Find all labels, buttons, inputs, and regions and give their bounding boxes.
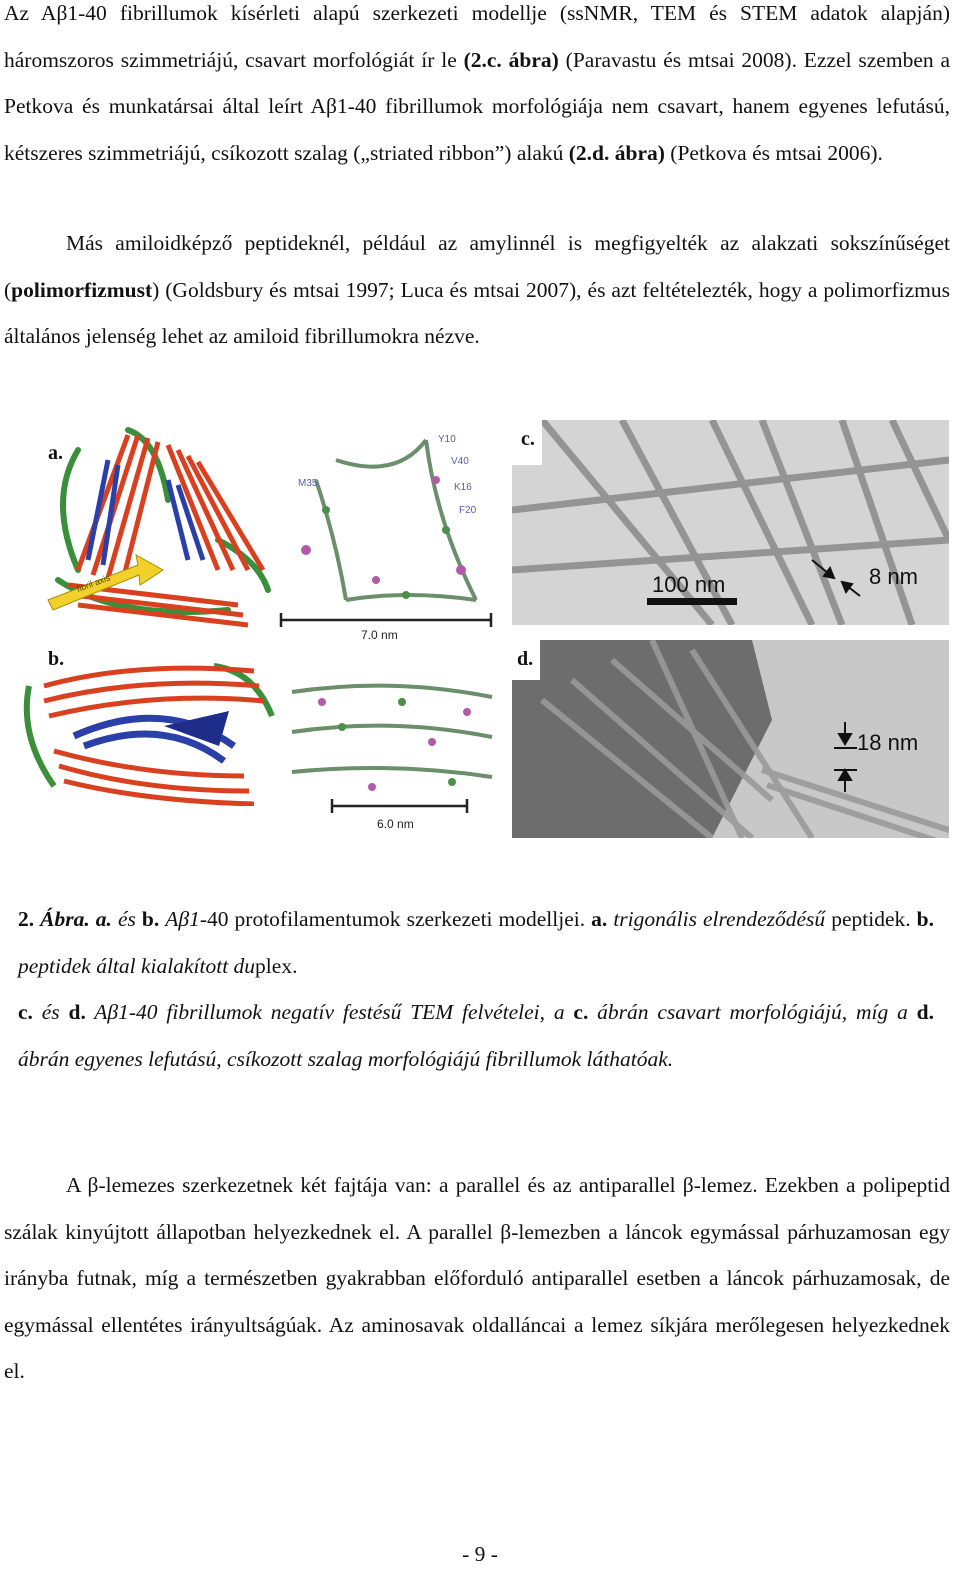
page-number: - 9 -	[462, 1542, 498, 1566]
text-run: és	[32, 1000, 69, 1024]
residue-v40: V40	[451, 456, 469, 467]
scale-c-bar-label: 100 nm	[652, 572, 726, 597]
figure-c-tem-image	[512, 420, 949, 625]
panel-label-d: d.	[517, 648, 534, 670]
text-run: 1-40 fibrillumok kísérleti alapú szerkezeti modellje (ssNMR, TEM és STEM adatok alapján) háromszoros szimmetriájú, csavart morfológiát ír le	[4, 1, 950, 72]
residue-y10: Y10	[438, 434, 456, 445]
scale-d-width-label: 18 nm	[857, 730, 919, 755]
text-run: Aβ1	[165, 907, 200, 931]
figure-b-ribbon-model	[14, 656, 276, 806]
scale-b: 6.0 nm	[377, 817, 414, 831]
text-run: b.	[916, 907, 934, 931]
text-run: d.	[916, 1000, 934, 1024]
paragraph-2	[4, 220, 950, 360]
text-run: a.	[591, 907, 608, 931]
text-run: c.	[573, 1000, 589, 1024]
paragraph-1	[4, 0, 950, 176]
panel-label-a: a.	[48, 442, 63, 464]
text-run: A β-lemezes szerkezetnek két fajtája van: a parallel és az antiparallel β-lemez. Ezekben a polipeptid szálak kinyújtott állapotban helyezkednek el. A parallel β-lemezben a láncok egymással párhuzamosan egy irányba futnak, míg a természetben gyakrabban előforduló antiparallel esetben a láncok párhuzamosak, de egymással ellentétes irányultságúak. Az aminosavak oldalláncai a lemez síkjára merőlegesen helyezkednek el.	[4, 1173, 950, 1383]
arrow-label: fibril axis	[75, 572, 112, 594]
text-run: Az A	[4, 1, 57, 25]
text-run: d.	[68, 1000, 86, 1024]
text-run: ábrán csavart morfológiájú, míg a	[588, 1000, 917, 1024]
text-run: peptidek által kialakított du	[18, 953, 256, 978]
text-run: peptidek.	[825, 907, 917, 931]
scale-a: 7.0 nm	[361, 628, 398, 642]
text-run: 2.	[18, 907, 41, 931]
text-run: Aβ1-40 fibrillumok negatív festésű TEM felvételei, a	[85, 1000, 574, 1024]
panel-label-b: b.	[48, 648, 65, 670]
residue-k16: K16	[454, 482, 472, 493]
text-run: b.	[141, 907, 160, 931]
text-run: polimorfizmust	[11, 277, 153, 302]
text-run: (2.c. ábra)	[463, 47, 559, 72]
paragraph-3	[4, 1162, 950, 1395]
text-run: Más amiloidképző peptideknél, például az amylinnél is megfigyelték az alakzati sokszínűséget (	[4, 231, 950, 302]
text-run: ábrán egyenes lefutású, csíkozott szalag morfológiájú fibrillumok láthatóak.	[18, 1046, 674, 1071]
figure-d-tem-image	[512, 640, 949, 838]
text-run: ) (Goldsbury és mtsai 1997; Luca és mtsai 2007), és azt feltételezték, hogy a polimorfizmus általános jelenség lehet az amiloid fibrillumokra nézve.	[4, 277, 950, 348]
residue-f20: F20	[459, 505, 477, 516]
text-run: β	[326, 94, 337, 118]
text-run: 1-40 fibrillumok morfológiája nem csavart, hanem egyenes lefutású, kétszeres szimmetriájú, csíkozott szalag („striated ribbon”) alakú	[4, 94, 950, 165]
text-run: trigonális elrendeződésű	[613, 907, 826, 931]
text-run: Ábra.	[40, 907, 90, 931]
text-run: (2.d. ábra)	[568, 140, 665, 165]
scale-c-width-label: 8 nm	[869, 564, 918, 589]
figure-b-residue-model	[282, 672, 504, 838]
text-run: β	[56, 1, 68, 25]
text-run: c.	[18, 1000, 33, 1024]
text-run: plex.	[255, 953, 298, 978]
figure-a-residue-model	[276, 420, 506, 645]
text-run: (Paravastu és mtsai 2008). Ezzel szemben a Petkova és munkatársai által leírt A	[4, 47, 950, 118]
text-run: (Petkova és mtsai 2006).	[664, 140, 883, 165]
panel-label-c: c.	[521, 428, 535, 450]
text-run: -40 protofilamentumok szerkezeti modelljei.	[199, 907, 592, 931]
text-run: és	[111, 907, 142, 931]
residue-m35: M35	[298, 478, 318, 489]
text-run: a.	[95, 907, 112, 931]
figure-caption	[18, 896, 934, 1082]
